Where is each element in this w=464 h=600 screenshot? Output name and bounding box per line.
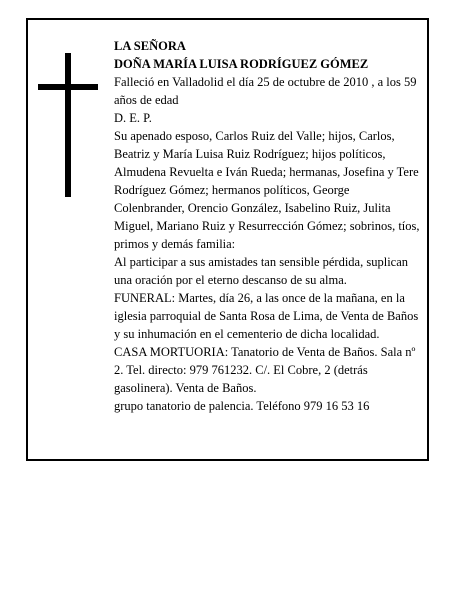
prayer-request: Al participar a sus amistades tan sensible pérdida, suplican una oración por el eterno descanso de su alma.	[114, 255, 409, 287]
death-info: Falleció en Valladolid el día 25 de octubre de 2010 , a los 59 años de edad	[114, 75, 417, 107]
family-list: Su apenado esposo, Carlos Ruiz del Valle; hijos, Carlos, Beatriz y María Luisa Ruiz Rodríguez; hijos políticos, Almudena Revuelta e Iván Rueda; hermanas, Josefina y Tere Rodríguez Gómez; hermanos políticos, George Colenbrander, Orencio González, Isabelino Ruiz, Julita Miguel, Mariano Ruiz y Resurrección Gómez; sobrinos, tíos, primos y demás familia:	[114, 129, 420, 251]
mortuary-info: CASA MORTUORIA: Tanatorio de Venta de Baños. Sala nº 2. Tel. directo: 979 761232. C/. El Cobre, 2 (detrás gasolinera). Venta de Baños.	[114, 345, 416, 395]
cross-icon-bar	[38, 84, 98, 90]
deceased-name: DOÑA MARÍA LUISA RODRÍGUEZ GÓMEZ	[114, 57, 369, 71]
obituary-text	[114, 37, 422, 415]
dep-line: D. E. P.	[114, 111, 152, 125]
footer-line: grupo tanatorio de palencia. Teléfono 979 16 53 16	[114, 399, 370, 413]
cross-icon	[65, 53, 71, 197]
title-line: LA SEÑORA	[114, 39, 186, 53]
funeral-info: FUNERAL: Martes, día 26, a las once de la mañana, en la iglesia parroquial de Santa Rosa de Lima, de Venta de Baños y su inhumación en el cementerio de dicha localidad.	[114, 291, 419, 341]
